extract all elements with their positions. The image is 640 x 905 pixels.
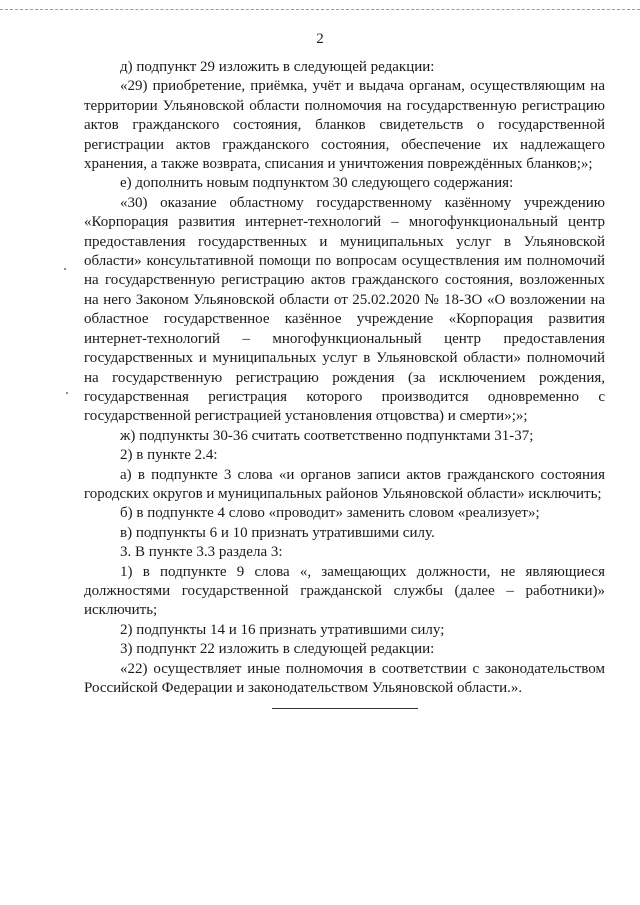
paragraph: «22) осуществляет иные полномочия в соответствии с законодательством Российской Федерации и законодательством Ульяновской области.». (84, 660, 605, 696)
paragraph: 1) в подпункте 9 слова «, замещающих должности, не являющиеся должностями государственной гражданской службы (далее – работники)» исключить; (84, 563, 605, 619)
paragraph: в) подпункты 6 и 10 признать утратившими силу. (120, 524, 435, 541)
paragraph: а) в подпункте 3 слова «и органов записи актов гражданского состояния городских округов и муниципальных районов Ульяновской области» исключить; (84, 466, 605, 502)
paragraph: 3. В пункте 3.3 раздела 3: (120, 544, 283, 561)
paragraph: «29) приобретение, приёмка, учёт и выдача органам, осуществляющим на территории Ульяновской области полномочия на государственную регистрацию актов гражданского состояния, бланков свидетельств о государственной регистрации актов гражданского состояния, обеспечение их надлежащего хранения, а также возврата, списания и уничтожения повреждённых бланков;»; (84, 78, 605, 173)
document-body (84, 58, 605, 698)
paragraph: 2) в пункте 2.4: (120, 447, 218, 464)
paragraph: 3) подпункт 22 изложить в следующей редакции: (120, 641, 435, 658)
paragraph: е) дополнить новым подпунктом 30 следующего содержания: (120, 175, 514, 192)
paragraph: 2) подпункты 14 и 16 признать утратившими силу; (120, 621, 445, 638)
page-number: 2 (316, 31, 324, 47)
end-of-document-line (272, 708, 418, 709)
scan-speck (66, 392, 68, 394)
paragraph: д) подпункт 29 изложить в следующей редакции: (120, 59, 435, 75)
paragraph: б) в подпункте 4 слово «проводит» заменить словом «реализует»; (120, 505, 540, 522)
paragraph: «30) оказание областному государственному казённому учреждению «Корпорация развития интернет-технологий – многофункциональный центр предоставления государственных и муниципальных услуг в Ульяновской области» консультативной помощи по вопросам осуществления им полномочий на государственную регистрацию актов гражданского состояния, возложенных на него Законом Ульяновской области от 25.02.2020 № 18-ЗО «О возложении на областное государственное казённое учреждение «Корпорация развития интернет-технологий – многофункциональный центр предоставления государственных и муниципальных услуг в Ульяновской области» полномочий на государственную регистрацию рождения (за исключением рождения, государственная регистрация которого производится одновременно с государственной регистрацией установления отцовства) и смерти»;»; (84, 194, 605, 425)
scan-top-edge-line (0, 9, 640, 10)
paragraph: ж) подпункты 30-36 считать соответственно подпунктами 31-37; (120, 427, 534, 444)
scan-speck (64, 268, 66, 270)
